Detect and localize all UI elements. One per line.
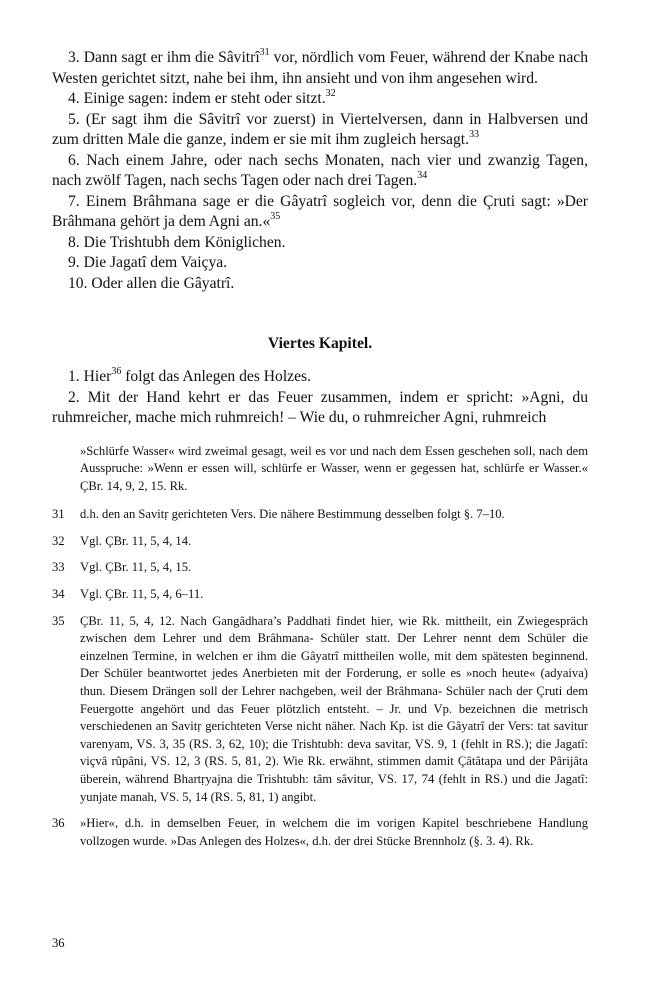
paragraph-3: 3. Dann sagt er ihm die Sâvitrî$^{31}$ vor, nördlich vom Feuer, während der Knabe nach Westen gerichtet sitzt, nahe bei ihm, ihn ansieht und von ihm angesehen wird. bbox=[52, 47, 588, 87]
paragraph-5: 5. (Er sagt ihm die Sâvitrî vor zuerst) in Viertelversen, dann in Halbversen und zum dritten Male die ganze, indem er sie mit ihm zugleich hersagt.$^{33}$ bbox=[52, 110, 588, 148]
page-number: 36 bbox=[52, 936, 65, 950]
footnote-32 bbox=[52, 533, 588, 551]
paragraph-6: 6. Nach einem Jahre, oder nach sechs Monaten, nach vier und zwanzig Tagen, nach zwölf Tagen, nach sechs Tagen oder nach drei Tagen.$^{34}$ bbox=[52, 151, 588, 189]
paragraph-10: 10. Oder allen die Gâyatrî. bbox=[68, 274, 235, 292]
footnote-ref-32[interactable]: 32 bbox=[325, 88, 336, 99]
footnote-text: ÇBr. 11, 5, 4, 12. Nach Gangâdhara’s Paddhati findet hier, wie Rk. mittheilt, ein Zwiegespräch zwischen dem Lehrer und dem Brâhmana- Schüler statt. Der Lehrer nennt dem Schüler die einzelnen Termine, in welchen er ihm die Gâyatrî mittheilen wolle, mit dem spätesten beginnend. Der Schüler beantwortet jedes Anerbieten mit der Forderung, er solle es »noch heute« (adyaiva) thun. Diesem Drängen soll der Lehrer nachgeben, weil der Brâhmana- Schüler nach der Çruti dem Feuergotte angehört und das Feuer plötzlich entsteht. – Jr. und Vp. bezeichnen die metrisch verschiedenen an Savitṛ gerichteten Verse nicht näher. Nach Kp. ist die Gâyatrî der Vers: tat savitur varenyam, VS. 3, 35 (RS. 3, 62, 10); die Trishtubh: deva savitar, VS. 9, 1 (fehlt in RS.); die Jagatî: viçvâ rûpâni, VS. 12, 3 (RS. 5, 81, 2). Wie Rk. erwähnt, stimmen damit Çâtâtapa und der Pârijâta überein, während Bhartṛyajna die Trishtubh: tâm sâvitur, VS. 17, 74 (fehlt in RS.) und die Jagatî: yunjate manah, VS. 5, 14 (RS. 5, 81, 1) angibt. bbox=[80, 613, 588, 804]
footnote-text: d.h. den an Savitṛ gerichteten Vers. Die nähere Bestimmung desselben folgt §. 7–10. bbox=[80, 507, 505, 522]
footnote-text: Vgl. ÇBr. 11, 5, 4, 6–11. bbox=[80, 587, 204, 602]
page-body bbox=[52, 48, 588, 859]
chapter4-paragraph-1: 1. Hier$^{36}$ folgt das Anlegen des Holzes. bbox=[68, 366, 311, 385]
paragraph-7: 7. Einem Brâhmana sage er die Gâyatrî sogleich vor, denn die Çruti sagt: »Der Brâhmana gehört ja dem Agni an.«$^{35}$ bbox=[52, 192, 588, 230]
footnote-ref-33[interactable]: 33 bbox=[469, 129, 479, 140]
paragraph-4: 4. Einige sagen: indem er steht oder sitzt.$^{32}$ bbox=[68, 88, 336, 107]
footnote-number: 32 bbox=[52, 533, 65, 548]
footnote-number: 33 bbox=[52, 560, 65, 575]
footnote-33 bbox=[52, 559, 588, 577]
footnote-ref-34[interactable]: 34 bbox=[417, 170, 428, 181]
footnote-text: Vgl. ÇBr. 11, 5, 4, 14. bbox=[80, 533, 192, 548]
main-text bbox=[52, 48, 588, 429]
footnote-31 bbox=[52, 506, 588, 524]
footnotes-section bbox=[52, 443, 588, 851]
footnote-continuation: »Schlürfe Wasser« wird zweimal gesagt, weil es vor und nach dem Essen geschehen soll, nach dem Ausspruche: »Wenn er essen will, schlürfe er Wasser, wenn er gegessen hat, schlürfe er Wasser.« ÇBr. 14, 9, 2, 15. Rk. bbox=[80, 443, 588, 493]
paragraph-8: 8. Die Trishtubh dem Königlichen. bbox=[68, 233, 286, 251]
footnote-ref-36[interactable]: 36 bbox=[111, 366, 122, 377]
footnote-34 bbox=[52, 586, 588, 604]
footnote-number: 35 bbox=[52, 613, 65, 628]
footnote-text: Vgl. ÇBr. 11, 5, 4, 15. bbox=[80, 560, 192, 575]
footnote-ref-35[interactable]: 35 bbox=[270, 211, 281, 222]
footnote-number: 34 bbox=[52, 587, 65, 602]
footnote-number: 31 bbox=[52, 507, 65, 522]
chapter4-paragraph-2: 2. Mit der Hand kehrt er das Feuer zusammen, indem er spricht: »Agni, du ruhmreicher, mache mich ruhmreich! – Wie du, o ruhmreicher Agni, ruhmreich bbox=[52, 388, 588, 426]
chapter-heading: Viertes Kapitel. bbox=[267, 335, 373, 352]
footnote-ref-31[interactable]: 31 bbox=[259, 47, 270, 58]
footnote-text: »Hier«, d.h. in demselben Feuer, in welchem die im vorigen Kapitel beschriebene Handlung vollzogen wurde. »Das Anlegen des Holzes«, d.h. der drei Stücke Brennholz (§. 3. 4). Rk. bbox=[80, 816, 588, 848]
footnote-35 bbox=[52, 613, 588, 807]
footnote-number: 36 bbox=[52, 816, 65, 831]
footnote-36 bbox=[52, 815, 588, 850]
paragraph-9: 9. Die Jagatî dem Vaiçya. bbox=[68, 254, 228, 271]
